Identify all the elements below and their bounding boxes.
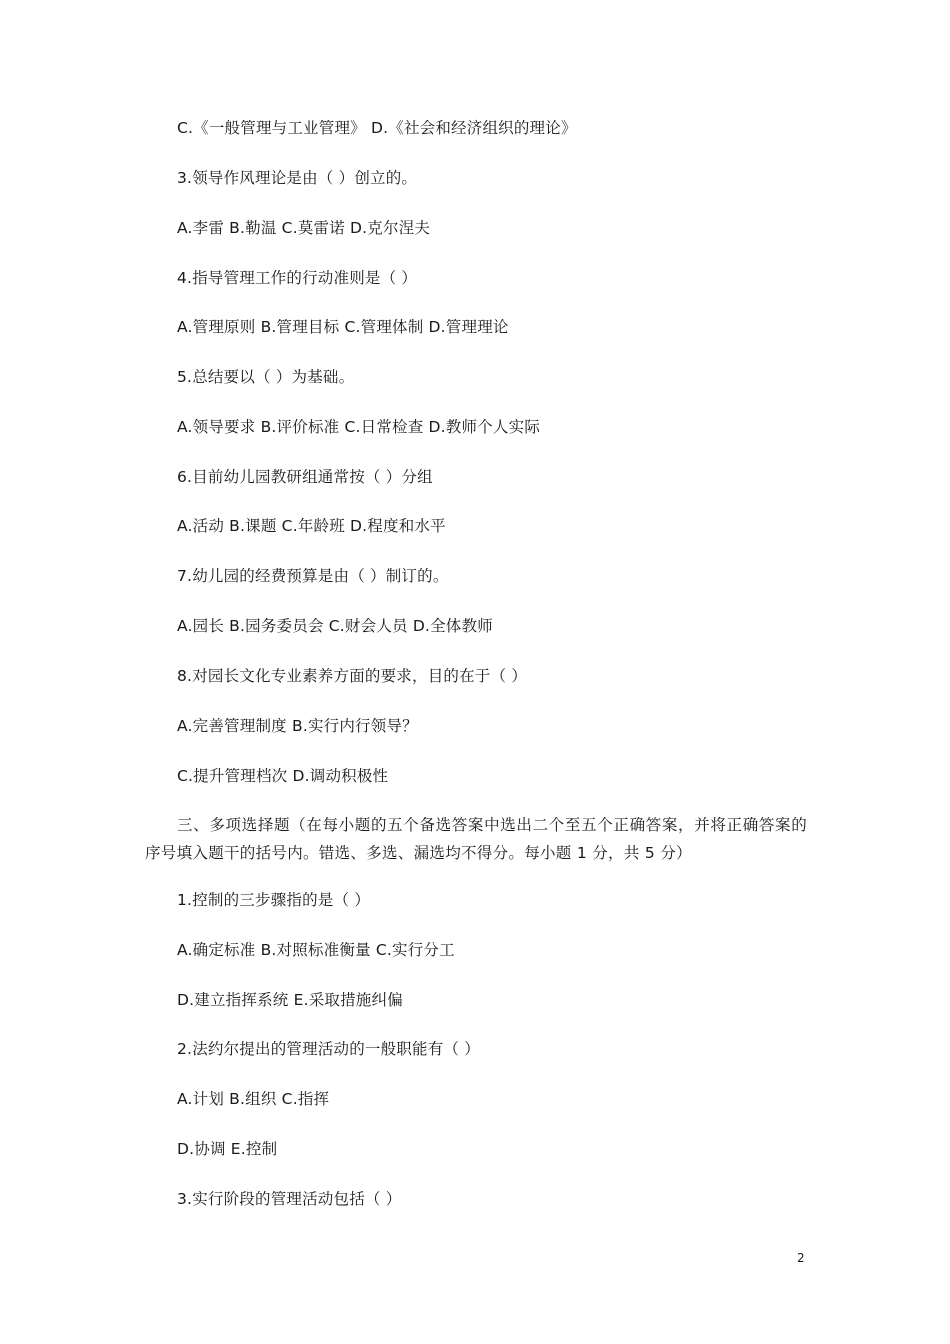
options-q5: A.领导要求 B.评价标准 C.日常检查 D.教师个人实际 — [177, 418, 541, 436]
section-heading-multiple-choice: 三、多项选择题（在每小题的五个备选答案中选出二个至五个正确答案，并将正确答案的序号填入题干的括号内。错选、多选、漏选均不得分。每小题 1 分，共 5 分） — [145, 816, 807, 862]
option-line-q2-cd: C.《一般管理与工业管理》 D.《社会和经济组织的理论》 — [177, 119, 577, 137]
options-q6: A.活动 B.课题 C.年龄班 D.程度和水平 — [177, 517, 446, 535]
options-q3: A.李雷 B.勒温 C.莫雷诺 D.克尔涅夫 — [177, 219, 431, 237]
question-5: 5.总结要以（ ）为基础。 — [177, 368, 355, 386]
mc-options-q2-abc: A.计划 B.组织 C.指挥 — [177, 1090, 330, 1108]
question-7: 7.幼儿园的经费预算是由（ ）制订的。 — [177, 567, 449, 585]
mc-question-1: 1.控制的三步骤指的是（ ） — [177, 891, 371, 909]
mc-options-q1-de: D.建立指挥系统 E.采取措施纠偏 — [177, 991, 403, 1009]
options-q8-cd: C.提升管理档次 D.调动积极性 — [177, 767, 389, 785]
options-q7: A.园长 B.园务委员会 C.财会人员 D.全体教师 — [177, 617, 493, 635]
mc-options-q1-abc: A.确定标准 B.对照标准衡量 C.实行分工 — [177, 941, 455, 959]
page-number: 2 — [797, 1251, 805, 1265]
options-q4: A.管理原则 B.管理目标 C.管理体制 D.管理理论 — [177, 318, 509, 336]
mc-question-2: 2.法约尔提出的管理活动的一般职能有（ ） — [177, 1040, 480, 1058]
mc-options-q2-de: D.协调 E.控制 — [177, 1140, 278, 1158]
options-q8-ab: A.完善管理制度 B.实行内行领导？ — [177, 717, 418, 735]
question-8: 8.对园长文化专业素养方面的要求，目的在于（ ） — [177, 667, 528, 685]
question-3: 3.领导作风理论是由（ ）创立的。 — [177, 169, 418, 187]
question-6: 6.目前幼儿园教研组通常按（ ）分组 — [177, 468, 433, 486]
mc-question-3: 3.实行阶段的管理活动包括（ ） — [177, 1190, 402, 1208]
question-4: 4.指导管理工作的行动准则是（ ） — [177, 269, 418, 287]
